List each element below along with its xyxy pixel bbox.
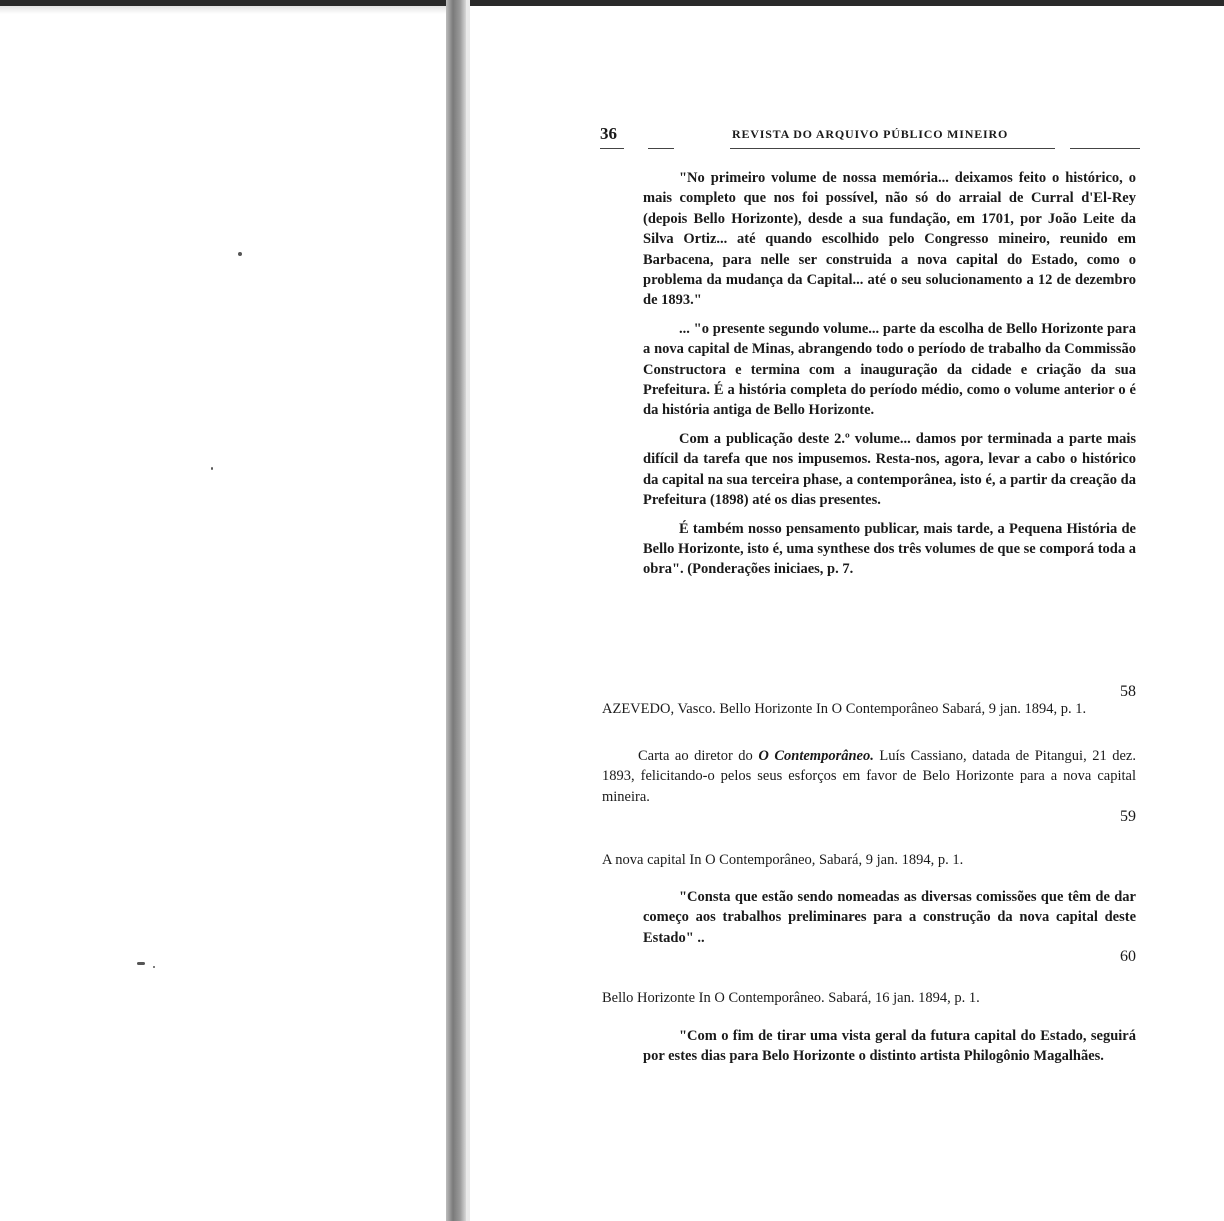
quote-paragraph: Com a publicação deste 2.º volume... damos por terminada a parte mais difícil da tarefa que nos impusemos. Resta-nos, agora, levar a cabo o histórico da capital na sua terceira phase, a contemporânea, isto é, a partir da creação da Prefeitura (1898) até os dias presentes.	[643, 430, 1136, 509]
quote-paragraph: ... "o presente segundo volume... parte da escolha de Bello Horizonte para a nova capital de Minas, abrangendo todo o período de trabalho da Commissão Constructora e termina com a inauguração da cidade e criação da sua Prefeitura. É a história completa do período médio, como o volume anterior o é da história antiga de Bello Horizonte.	[643, 320, 1136, 419]
running-head: REVISTA DO ARQUIVO PÚBLICO MINEIRO	[732, 127, 1009, 141]
note-text: Luís Cassiano, datada de Pitangui, 21 dez. 1893, felicitando-o pelos seus esforços em favor de Belo Horizonte para a nova capital mineira.	[602, 748, 1136, 805]
header-rule	[648, 148, 674, 149]
note-italic-title: O Contemporâneo.	[758, 748, 874, 764]
entry-citation: A nova capital In O Contemporâneo, Sabará, 9 jan. 1894, p. 1.	[602, 852, 964, 868]
header-rule	[730, 148, 1055, 149]
header-rule	[1070, 148, 1140, 149]
entry-number: 58	[1120, 683, 1136, 700]
quote-block	[643, 168, 1136, 580]
entry-note	[602, 746, 1136, 807]
entry-number: 59	[1120, 808, 1136, 825]
entry-citation: Bello Horizonte In O Contemporâneo. Sabará, 16 jan. 1894, p. 1.	[602, 990, 980, 1006]
entry-quote: "Com o fim de tirar uma vista geral da futura capital do Estado, seguirá por estes dias para Belo Horizonte o distinto artista Philogônio Magalhães.	[643, 1028, 1136, 1065]
page-header	[600, 124, 1140, 148]
entry-quote: "Consta que estão sendo nomeadas as diversas comissões que têm de dar começo aos trabalhos preliminares para a construção da nova capital deste Estado" ..	[643, 889, 1136, 946]
page-number: 36	[600, 124, 617, 143]
header-rule	[600, 148, 624, 149]
entry-number: 60	[1120, 948, 1136, 965]
quote-paragraph: "No primeiro volume de nossa memória... deixamos feito o histórico, o mais completo que nos foi possível, não só do arraial de Curral d'El-Rey (depois Bello Horizonte), desde a sua fundação, em 1701, por João Leite da Silva Ortiz... até quando escolhido pelo Congresso mineiro, reunido em Barbacena, para nelle ser construida a nova capital do Estado, como o problema da mudança da Capital... até o seu solucionamento a 12 de dezembro de 1893."	[643, 170, 1136, 309]
quote-paragraph: É também nosso pensamento publicar, mais tarde, a Pequena História de Bello Horizonte, isto é, uma synthese dos três volumes de que se comporá toda a obra". (Ponderações iniciaes, p. 7.	[643, 520, 1136, 578]
note-text: Carta ao diretor do	[638, 748, 759, 764]
entry-citation: AZEVEDO, Vasco. Bello Horizonte In O Contemporâneo Sabará, 9 jan. 1894, p. 1.	[602, 701, 1087, 717]
